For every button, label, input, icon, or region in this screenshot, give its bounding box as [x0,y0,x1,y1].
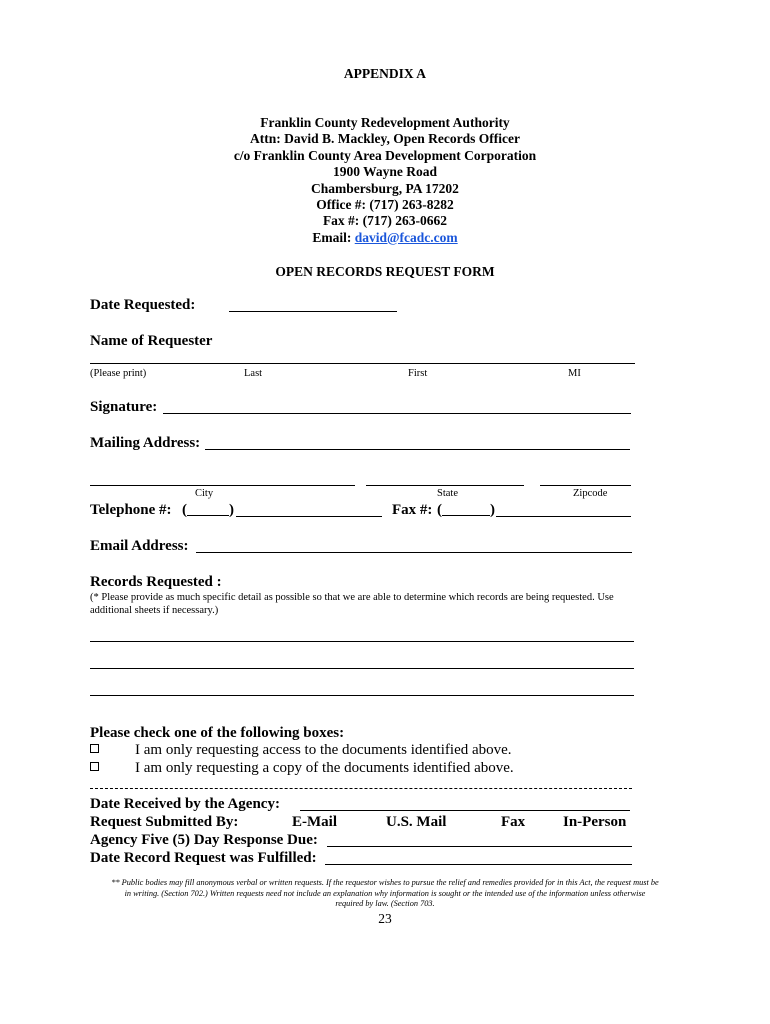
form-title: OPEN RECORDS REQUEST FORM [275,264,495,279]
submitted-inperson-option[interactable]: In-Person [563,814,627,830]
date-requested-field[interactable] [229,311,397,312]
telephone-label: Telephone #: [90,502,172,518]
five-day-label: Agency Five (5) Day Response Due: [90,832,318,848]
checkbox-heading: Please check one of the following boxes: [90,725,345,741]
mailing-address-label: Mailing Address: [90,435,201,451]
submitted-fax-option[interactable]: Fax [501,814,526,830]
page-number: 23 [378,911,392,926]
appendix-heading: APPENDIX A [343,66,427,81]
records-note-continued: additional sheets if necessary.) [90,605,219,616]
city-label: City [195,488,214,499]
attn-line: Attn: David B. Mackley, Open Records Officer [250,131,520,147]
zipcode-field[interactable] [540,485,631,486]
fax-field[interactable] [496,516,631,517]
telephone-area-code[interactable]: ( ) [182,502,234,518]
records-requested-label: Records Requested : [90,574,222,590]
city-field[interactable] [90,485,355,486]
checkbox-access-label: I am only requesting access to the documents identified above. [135,742,512,758]
org-name: Franklin County Redevelopment Authority [260,115,510,130]
records-line-3[interactable] [90,695,634,696]
please-print-label: (Please print) [90,368,147,379]
date-requested-label: Date Requested: [90,297,196,313]
checkbox-copy[interactable] [90,762,99,771]
checkbox-option-access[interactable] [90,742,512,759]
footnote-line-3: required by law. (Section 703. [335,899,435,908]
checkbox-copy-label: I am only requesting a copy of the documents identified above. [135,760,514,776]
footnote-line-1: ** Public bodies may fill anonymous verbal or written requests. If the requestor wishes to pursue the relief and remedies provided for in this Act, the request must be [111,878,659,887]
submitted-email-option[interactable]: E-Mail [292,814,337,830]
fulfilled-label: Date Record Request was Fulfilled: [90,850,317,866]
office-fax: Fax #: (717) 263-0662 [322,213,448,229]
name-of-requester-label: Name of Requester [90,333,213,349]
mi-label: MI [568,368,581,379]
date-received-label: Date Received by the Agency: [90,796,280,812]
submitted-mail-option[interactable]: U.S. Mail [386,814,447,830]
street-line: 1900 Wayne Road [332,164,438,180]
telephone-field[interactable] [236,516,382,517]
date-received-field[interactable] [300,810,630,811]
mailing-address-field[interactable] [205,449,630,450]
fax-label: Fax #: [392,502,433,518]
five-day-field[interactable] [327,846,632,847]
signature-field[interactable] [163,413,631,414]
records-line-2[interactable] [90,668,634,669]
fulfilled-field[interactable] [325,864,632,865]
submitted-by-label: Request Submitted By: [90,814,239,830]
last-name-label: Last [244,368,263,379]
email-address-field[interactable] [196,552,632,553]
email-link[interactable]: david@fcadc.com [354,229,458,245]
name-field[interactable] [90,363,635,364]
checkbox-access[interactable] [90,744,99,753]
care-of-line: c/o Franklin County Area Development Corporation [233,147,537,163]
first-name-label: First [408,368,428,379]
signature-label: Signature: [90,399,158,415]
records-line-1[interactable] [90,641,634,642]
state-field[interactable] [366,485,524,486]
office-phone: Office #: (717) 263-8282 [316,197,454,212]
email-label: Email: [312,229,352,245]
city-line: Chambersburg, PA 17202 [311,180,459,196]
state-label: State [437,488,458,499]
email-line [0,230,770,246]
email-address-label: Email Address: [90,538,189,554]
fax-area-code[interactable]: ( ) [437,502,495,518]
records-note: (* Please provide as much specific detail as possible so that we are able to determine which records are being requested. Use [90,592,614,603]
zipcode-label: Zipcode [573,488,608,499]
footnote-line-2: in writing. (Section 702.) Written requests need not include an explanation why information is sought or the intended use of the information unless otherwise [124,888,646,898]
checkbox-option-copy[interactable] [90,760,514,777]
section-divider [90,788,632,789]
